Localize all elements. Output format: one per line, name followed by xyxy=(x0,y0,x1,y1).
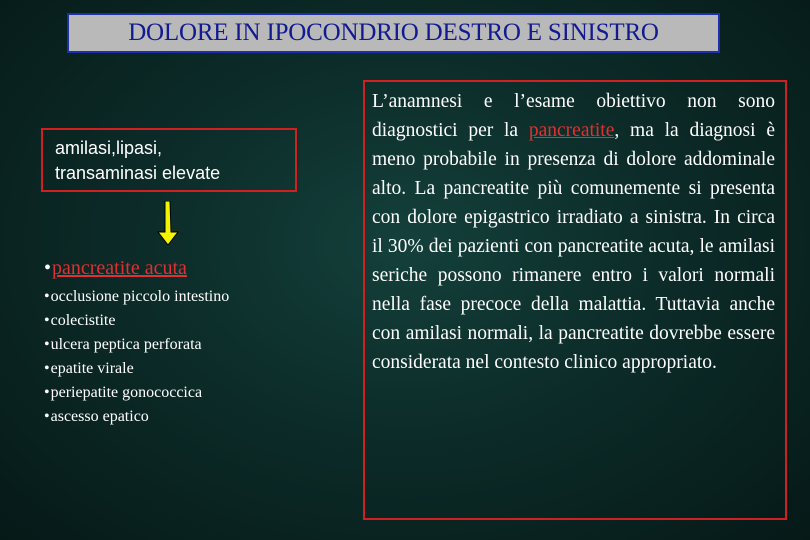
diagnosis-label: colecistite xyxy=(50,312,116,329)
diagnosis-item xyxy=(44,309,344,333)
diagnosis-item xyxy=(44,333,344,357)
bullet: • xyxy=(44,257,52,279)
note-text-end: , ma la diagnosi è meno probabile in presenza di dolore addominale alto. La pancreatite più comunemente si presenta con dolore epigastrico irradiato a sinistra. In circa il 30% dei pazienti con pancreatite acuta, le amilasi seriche possono rimanere entro i valori normali nella fase precoce della malattia. Tuttavia anche con amilasi normali, la pancreatite dovrebbe essere considerata nel contesto clinico appropriato. xyxy=(372,120,775,373)
note-text-start: L’anamnesi e l’esame obiettivo non sono diagnostici per la xyxy=(372,91,775,141)
slide-title: DOLORE IN IPOCONDRIO DESTRO E SINISTRO xyxy=(128,19,659,46)
lab-findings-line-1: amilasi,lipasi, xyxy=(55,138,163,158)
diagnosis-item xyxy=(44,405,344,429)
clinical-note-text xyxy=(372,87,775,377)
diagnosis-primary-item xyxy=(44,254,344,283)
differential-diagnosis-list xyxy=(44,254,344,429)
bullet: • xyxy=(44,336,50,353)
down-arrow-icon xyxy=(156,201,180,245)
lab-findings-box xyxy=(41,128,297,192)
diagnosis-item xyxy=(44,357,344,381)
bullet: • xyxy=(44,360,50,377)
diagnosis-label: periepatite gonococcica xyxy=(50,384,203,401)
title-banner xyxy=(67,13,720,53)
lab-findings-line-2: transaminasi elevate xyxy=(55,163,221,183)
bullet: • xyxy=(44,408,50,425)
pancreatite-link[interactable]: pancreatite xyxy=(528,120,615,141)
diagnosis-label: epatite virale xyxy=(50,360,134,377)
diagnosis-label: occlusione piccolo intestino xyxy=(50,288,230,305)
bullet: • xyxy=(44,312,50,329)
diagnosis-label: ascesso epatico xyxy=(50,408,149,425)
clinical-note-box xyxy=(363,80,787,520)
diagnosis-item xyxy=(44,285,344,309)
diagnosis-item xyxy=(44,381,344,405)
bullet: • xyxy=(44,288,50,305)
diagnosis-primary-link[interactable]: pancreatite acuta xyxy=(52,257,187,279)
bullet: • xyxy=(44,384,50,401)
arrow-shape xyxy=(158,201,178,245)
diagnosis-label: ulcera peptica perforata xyxy=(50,336,202,353)
